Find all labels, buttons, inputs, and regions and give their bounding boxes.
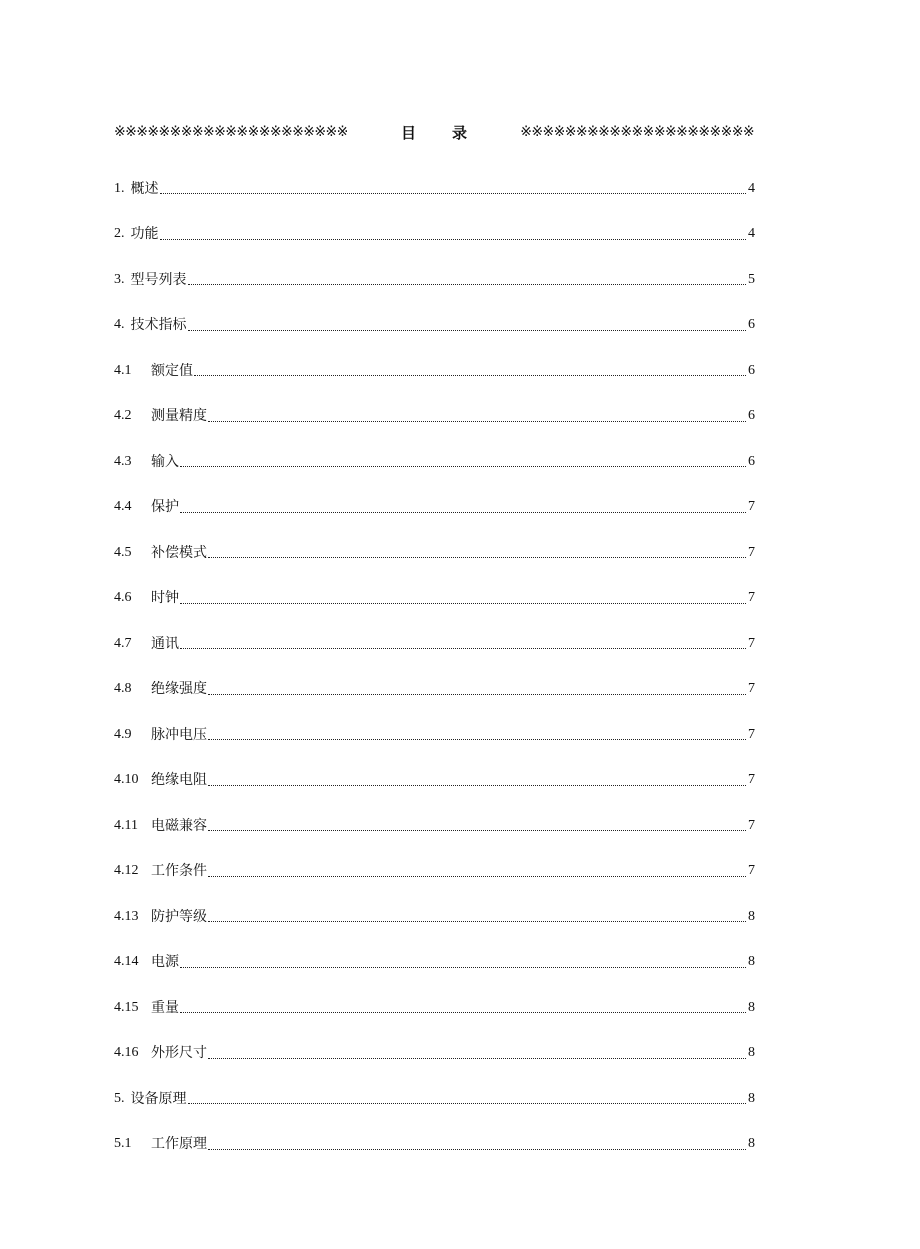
toc-entry[interactable]	[114, 621, 755, 667]
toc-dot-leader	[208, 785, 746, 786]
toc-entry-title: 额定值	[151, 362, 193, 379]
toc-entry-title: 防护等级	[151, 908, 207, 925]
toc-heading-char-2: 录	[452, 123, 468, 142]
toc-entry-title: 电磁兼容	[151, 817, 207, 834]
toc-entry-number: 4.6	[114, 590, 132, 606]
toc-list	[114, 166, 755, 1167]
toc-dot-leader	[180, 512, 746, 513]
toc-entry-page-number: 7	[748, 863, 755, 879]
toc-entry-title: 时钟	[151, 590, 179, 607]
toc-entry[interactable]	[114, 667, 755, 713]
toc-entry[interactable]	[114, 1031, 755, 1077]
toc-entry-page-number: 7	[748, 635, 755, 651]
toc-dot-leader	[208, 921, 746, 922]
toc-entry[interactable]	[114, 439, 755, 485]
toc-entry-number: 4.2	[114, 408, 132, 424]
toc-entry-page-number: 4	[748, 180, 755, 196]
toc-dot-leader	[208, 1149, 746, 1150]
toc-heading	[401, 122, 467, 143]
toc-title	[114, 118, 754, 146]
toc-entry-page-number: 7	[748, 681, 755, 697]
toc-entry-number: 4.15	[114, 999, 139, 1015]
toc-dot-leader	[208, 421, 746, 422]
toc-dot-leader	[160, 239, 747, 240]
toc-entry[interactable]	[114, 940, 755, 986]
toc-entry-number: 5.	[114, 1090, 125, 1106]
toc-entry-page-number: 8	[748, 1090, 755, 1106]
toc-entry[interactable]	[114, 712, 755, 758]
toc-entry[interactable]	[114, 303, 755, 349]
toc-entry-title: 型号列表	[130, 271, 187, 288]
toc-entry-page-number: 6	[748, 408, 755, 424]
toc-entry[interactable]	[114, 166, 755, 212]
toc-dot-leader	[188, 1103, 747, 1104]
toc-entry-page-number: 8	[748, 1136, 755, 1152]
toc-entry-page-number: 7	[748, 772, 755, 788]
toc-dot-leader	[188, 330, 747, 331]
toc-entry[interactable]	[114, 985, 755, 1031]
toc-entry-page-number: 8	[748, 1045, 755, 1061]
title-decoration-right: ※※※※※※※※※※※※※※※※※※※※※	[520, 124, 754, 140]
toc-entry-page-number: 5	[748, 271, 755, 287]
toc-dot-leader	[208, 1058, 746, 1059]
toc-entry-number: 4.	[114, 317, 125, 333]
toc-dot-leader	[180, 967, 746, 968]
toc-entry-number: 4.3	[114, 453, 132, 469]
toc-entry-title: 绝缘强度	[151, 681, 207, 698]
toc-entry-title: 技术指标	[130, 317, 187, 334]
toc-entry[interactable]	[114, 257, 755, 303]
toc-dot-leader	[208, 876, 746, 877]
toc-entry-title: 测量精度	[151, 408, 207, 425]
toc-dot-leader	[208, 739, 746, 740]
toc-entry-title: 补偿模式	[151, 544, 207, 561]
toc-entry-page-number: 7	[748, 544, 755, 560]
toc-entry-number: 2.	[114, 226, 125, 242]
toc-entry-number: 4.16	[114, 1045, 139, 1061]
toc-entry-page-number: 6	[748, 362, 755, 378]
toc-entry[interactable]	[114, 530, 755, 576]
toc-entry[interactable]	[114, 1076, 755, 1122]
toc-entry-page-number: 8	[748, 999, 755, 1015]
toc-entry-number: 4.10	[114, 772, 139, 788]
toc-entry[interactable]	[114, 348, 755, 394]
toc-dot-leader	[180, 466, 746, 467]
toc-entry-number: 4.9	[114, 726, 132, 742]
toc-entry-title: 外形尺寸	[151, 1045, 207, 1062]
toc-entry-page-number: 7	[748, 817, 755, 833]
toc-entry-page-number: 6	[748, 317, 755, 333]
toc-entry-number: 4.1	[114, 362, 132, 378]
toc-entry-number: 4.4	[114, 499, 132, 515]
toc-entry-title: 功能	[130, 226, 159, 243]
toc-entry-title: 输入	[151, 453, 179, 470]
toc-entry-page-number: 4	[748, 226, 755, 242]
toc-entry-page-number: 7	[748, 499, 755, 515]
toc-dot-leader	[208, 694, 746, 695]
toc-entry-number: 4.7	[114, 635, 132, 651]
toc-entry-page-number: 7	[748, 726, 755, 742]
toc-entry-page-number: 8	[748, 954, 755, 970]
toc-entry-number: 4.8	[114, 681, 132, 697]
toc-entry-page-number: 8	[748, 908, 755, 924]
toc-entry-title: 工作原理	[151, 1136, 207, 1153]
toc-entry-page-number: 7	[748, 590, 755, 606]
toc-entry-number: 3.	[114, 271, 125, 287]
toc-entry-number: 5.1	[114, 1136, 132, 1152]
toc-entry-number: 4.5	[114, 544, 132, 560]
toc-entry[interactable]	[114, 758, 755, 804]
toc-entry-title: 设备原理	[130, 1090, 187, 1107]
toc-entry-number: 4.14	[114, 954, 139, 970]
toc-entry[interactable]	[114, 1122, 755, 1168]
toc-dot-leader	[188, 284, 747, 285]
toc-entry-title: 绝缘电阻	[151, 772, 207, 789]
title-decoration-left: ※※※※※※※※※※※※※※※※※※※※※	[114, 124, 348, 140]
toc-entry-title: 通讯	[151, 635, 179, 652]
toc-entry[interactable]	[114, 894, 755, 940]
toc-dot-leader	[180, 648, 746, 649]
toc-entry[interactable]	[114, 803, 755, 849]
toc-dot-leader	[194, 375, 746, 376]
toc-entry[interactable]	[114, 849, 755, 895]
toc-entry-title: 电源	[151, 954, 179, 971]
toc-dot-leader	[180, 1012, 746, 1013]
toc-entry-number: 4.13	[114, 908, 139, 924]
toc-dot-leader	[180, 603, 746, 604]
toc-entry-number: 1.	[114, 180, 125, 196]
toc-entry-title: 概述	[130, 180, 159, 197]
toc-entry[interactable]	[114, 394, 755, 440]
toc-dot-leader	[208, 830, 746, 831]
toc-dot-leader	[208, 557, 746, 558]
toc-entry[interactable]	[114, 212, 755, 258]
toc-heading-char-1: 目	[400, 123, 416, 142]
toc-entry-title: 工作条件	[151, 863, 207, 880]
toc-entry[interactable]	[114, 576, 755, 622]
toc-entry-title: 保护	[151, 499, 179, 516]
toc-entry[interactable]	[114, 485, 755, 531]
toc-entry-page-number: 6	[748, 453, 755, 469]
toc-entry-title: 脉冲电压	[151, 726, 207, 743]
toc-dot-leader	[160, 193, 747, 194]
toc-entry-number: 4.12	[114, 863, 139, 879]
toc-entry-number: 4.11	[114, 817, 138, 833]
toc-entry-title: 重量	[151, 999, 179, 1016]
